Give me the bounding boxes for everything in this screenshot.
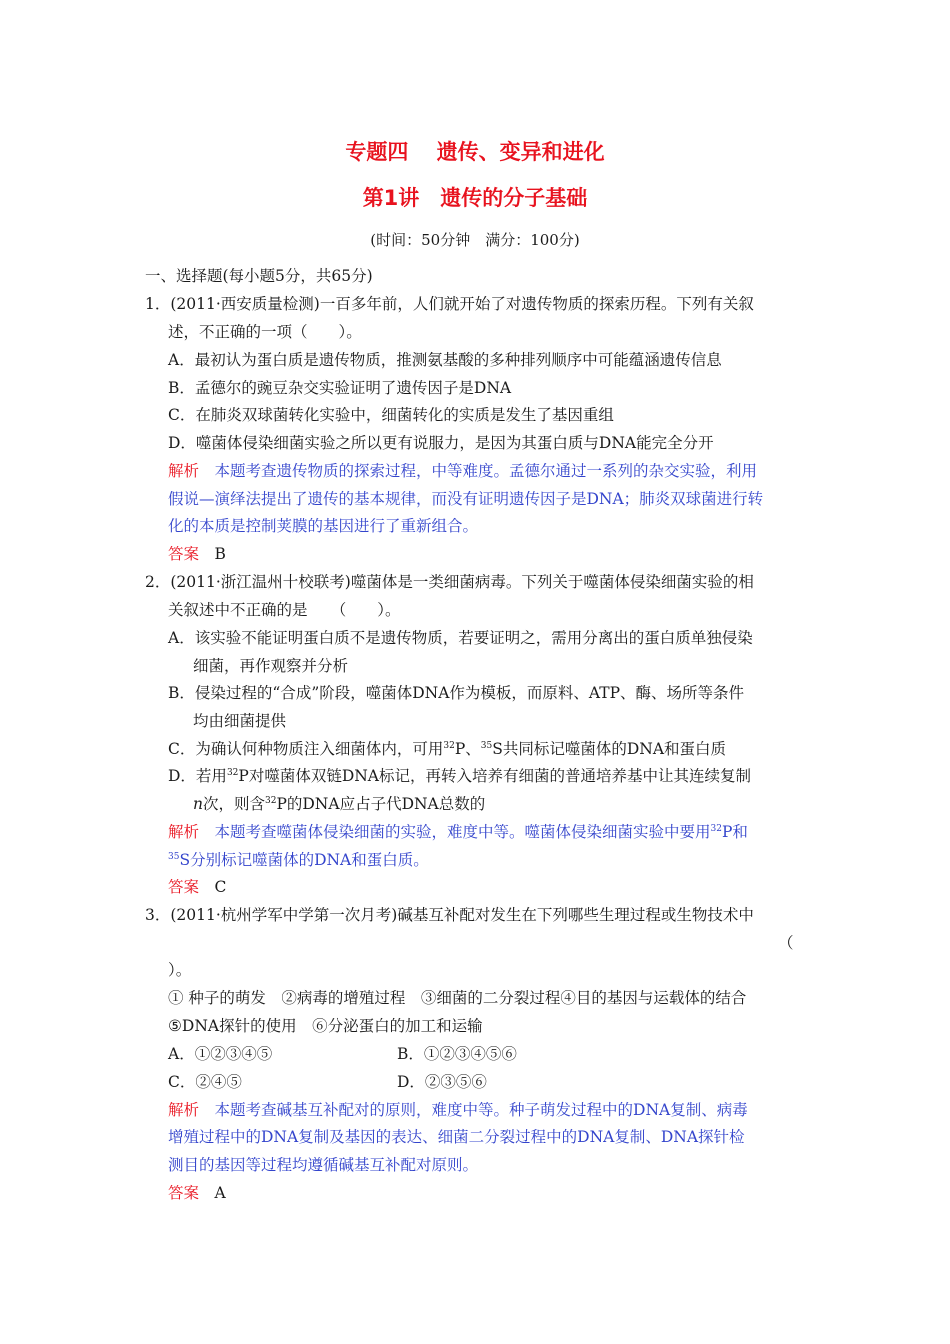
q2-option-b-line1: B．侵染过程的“合成”阶段，噬菌体DNA作为模板，而原料、ATP、酶、场所等条件 (168, 684, 745, 702)
chapter-title: 专题四 遗传、变异和进化 (345, 140, 605, 164)
lecture-title: 第1讲 遗传的分子基础 (362, 186, 588, 210)
q1-stem-line2: 述，不正确的一项（ ）。 (168, 323, 362, 341)
q2-stem-line2: 关叙述中不正确的是 （ ）。 (168, 601, 401, 619)
q2-option-c: C．为确认何种物质注入细菌体内，可用$^{32}$P、$^{35}$S共同标记噬菌体的DNA和蛋白质 (168, 740, 727, 758)
q3-items-line1: ① 种子的萌发 ②病毒的增殖过程 ③细菌的二分裂过程④目的基因与运载体的结合 (168, 989, 747, 1007)
q1-option-b: B．孟德尔的豌豆杂交实验证明了遗传因子是DNA (168, 379, 512, 397)
q3-items-line2: ⑤DNA探针的使用 ⑥分泌蛋白的加工和运输 (168, 1017, 483, 1035)
q3-analysis-label: 解析 (168, 1101, 200, 1119)
q3-paren-open: （ (778, 934, 794, 952)
q2-option-d-line1: D．若用$^{32}$P对噬菌体双链DNA标记，再转入培养有细菌的普通培养基中让其连续复制 (168, 767, 752, 785)
q3-paren-close: ）。 (168, 961, 192, 979)
q3-answer: 答案 A (168, 1184, 226, 1202)
q2-analysis-label: 解析 (168, 823, 200, 841)
q3-option-b: B．①②③④⑤⑥ (397, 1045, 517, 1063)
q3-option-d: D．②③⑤⑥ (397, 1073, 487, 1091)
q1-option-a: A．最初认为蛋白质是遗传物质，推测氨基酸的多种排列顺序中可能蕴涵遗传信息 (168, 351, 722, 369)
q1-option-d: D．噬菌体侵染细菌实验之所以更有说服力，是因为其蛋白质与DNA能完全分开 (168, 434, 714, 452)
q2-analysis-line2: $^{35}$S分别标记噬菌体的DNA和蛋白质。 (168, 851, 429, 869)
q3-analysis-line1: 解析 本题考查碱基互补配对的原则，难度中等。种子萌发过程中的DNA复制、病毒 (168, 1101, 748, 1119)
q1-analysis-line1: 解析 本题考查遗传物质的探索过程，中等难度。孟德尔通过一系列的杂交实验，利用 (168, 462, 758, 480)
q2-option-d-line2: n次，则含$^{32}$P的DNA应占子代DNA总数的 (193, 795, 486, 813)
q1-analysis-label: 解析 (168, 462, 200, 480)
q3-option-c: C．②④⑤ (168, 1073, 242, 1091)
q3-stem-line1: 3．(2011·杭州学军中学第一次月考)碱基互补配对发生在下列哪些生理过程或生物技术中 (145, 906, 754, 924)
q2-option-a-line2: 细菌，再作观察并分析 (193, 657, 349, 675)
q3-analysis-line2: 增殖过程中的DNA复制及基因的表达、细菌二分裂过程中的DNA复制、DNA探针检 (168, 1128, 745, 1146)
q2-option-a-line1: A．该实验不能证明蛋白质不是遗传物质，若要证明之，需用分离出的蛋白质单独侵染 (168, 629, 753, 647)
q2-stem-line1: 2．(2011·浙江温州十校联考)噬菌体是一类细菌病毒。下列关于噬菌体侵染细菌实验的相 (145, 573, 754, 591)
q3-option-a: A．①②③④⑤ (168, 1045, 273, 1063)
q1-option-c: C．在肺炎双球菌转化实验中，细菌转化的实质是发生了基因重组 (168, 406, 614, 424)
section-heading: 一、选择题(每小题5分，共65分) (145, 267, 373, 285)
q2-answer: 答案 C (168, 878, 227, 896)
q1-analysis-line3: 化的本质是控制荚膜的基因进行了重新组合。 (168, 517, 479, 535)
q1-answer: 答案 B (168, 545, 226, 563)
q2-analysis-line1: 解析 本题考查噬菌体侵染细菌的实验，难度中等。噬菌体侵染细菌实验中要用$^{32}$P和 (168, 823, 748, 841)
q1-stem-line1: 1．(2011·西安质量检测)一百多年前，人们就开始了对遗传物质的探索历程。下列有关叙 (145, 295, 754, 313)
q3-analysis-line3: 测目的基因等过程均遵循碱基互补配对原则。 (168, 1156, 479, 1174)
q1-analysis-line2: 假说—演绎法提出了遗传的基本规律，而没有证明遗传因子是DNA；肺炎双球菌进行转 (168, 490, 764, 508)
q2-option-b-line2: 均由细菌提供 (193, 712, 287, 730)
time-info: (时间：50分钟 满分：100分) (370, 231, 580, 249)
